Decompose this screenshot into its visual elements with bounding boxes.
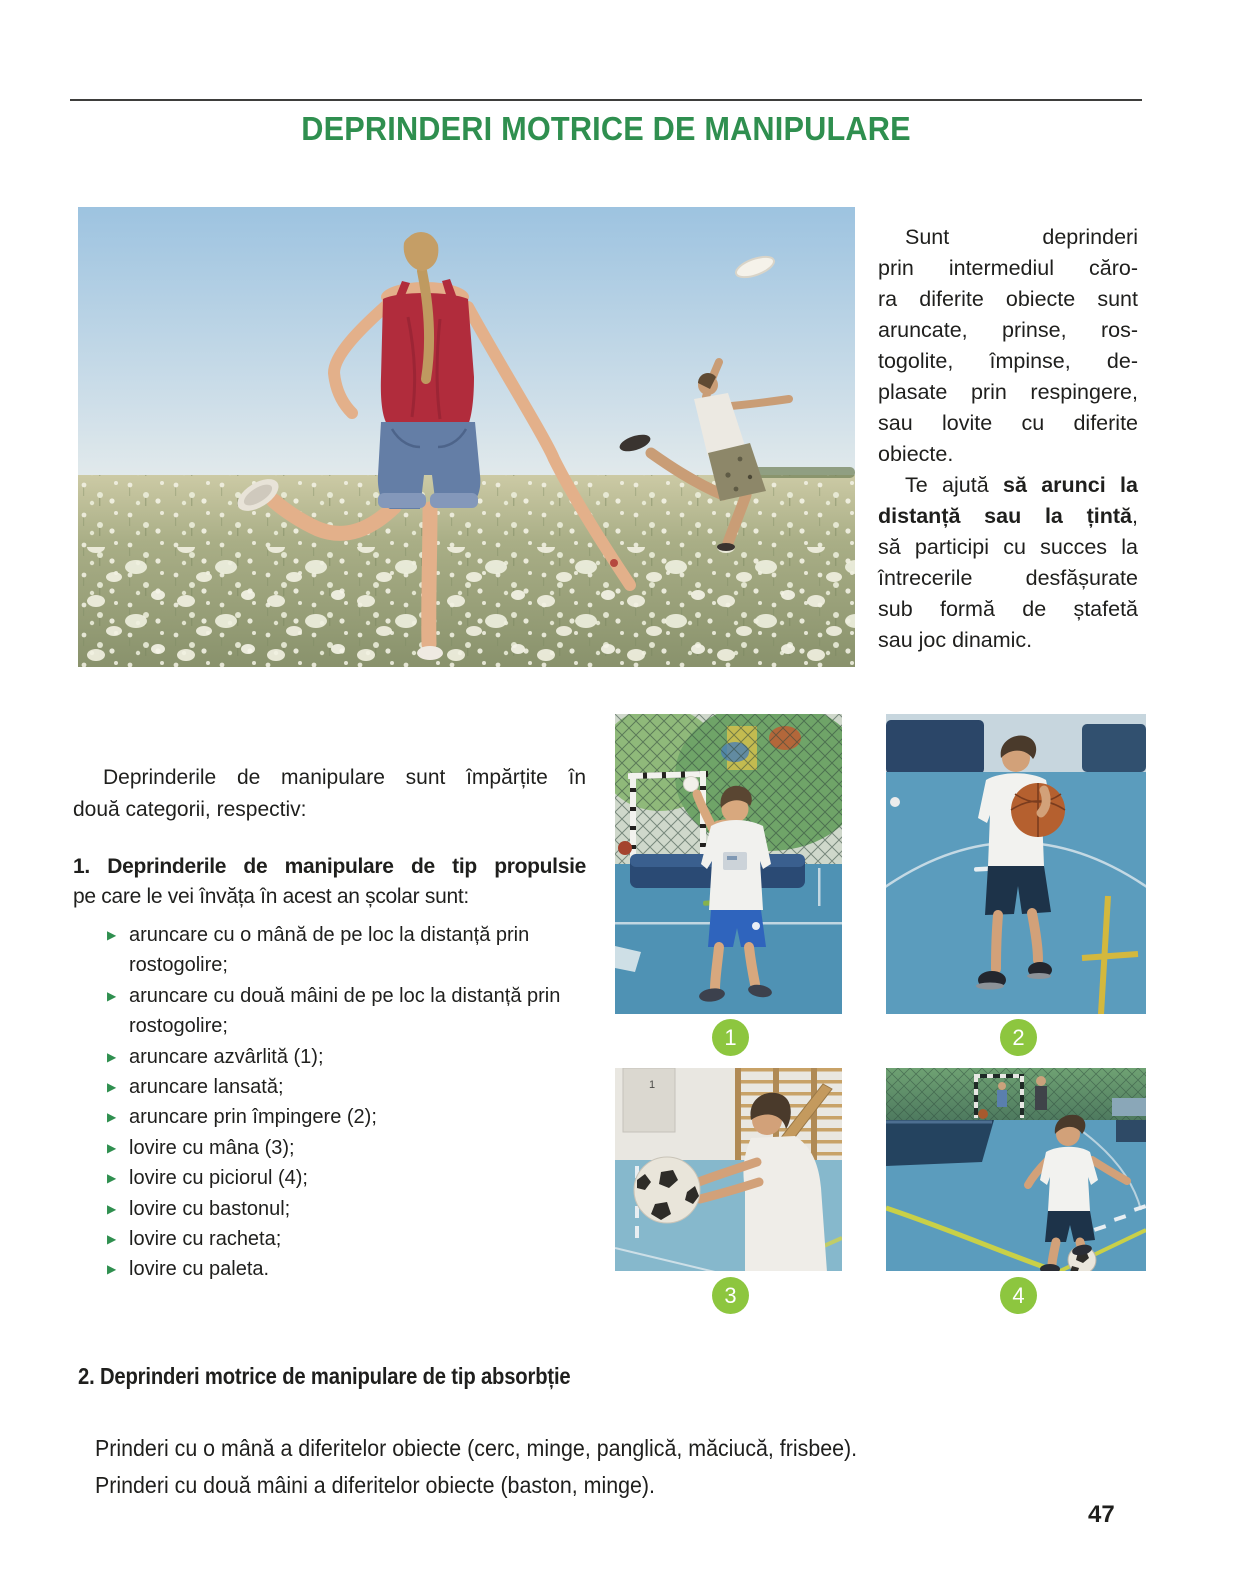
text-line: pe care le vei învăța în acest an școlar sunt: [73, 885, 469, 908]
list-item-label: aruncare lansată; [129, 1076, 284, 1099]
text-line: Te ajută să arunci la [905, 473, 1138, 497]
svg-text:1: 1 [649, 1079, 656, 1091]
list-item [107, 1133, 586, 1163]
list-item [107, 981, 586, 1042]
text-line: două categorii, respectiv: [73, 798, 307, 821]
intro-paragraph-1 [878, 222, 1138, 470]
text-line: togolite, împinse, de- [878, 349, 1138, 373]
categories-block [73, 762, 586, 1285]
list-item [107, 1194, 586, 1224]
gym-photo-basketball [886, 714, 1146, 1014]
text-line: întrecerile desfășurate [878, 566, 1138, 590]
list-item [107, 1102, 586, 1132]
text-line: obiecte. [878, 442, 954, 466]
gym-photo-foot-on-ball [886, 1068, 1146, 1271]
list-item [107, 1163, 586, 1193]
gym-photo-holding-ball [615, 1068, 842, 1271]
triangle-bullet-icon: ▶ [107, 1171, 117, 1186]
page-title: DEPRINDERI MOTRICE DE MANIPULARE [301, 110, 911, 147]
absorption-skills-lines [95, 1430, 1025, 1504]
text-line: Sunt deprinderi [905, 225, 1138, 249]
text-line: aruncate, prinse, ros- [878, 318, 1138, 342]
text-line: Prinderi cu două mâini a diferitelor obiecte (baston, minge). [95, 1472, 656, 1498]
list-item-label: lovire cu paleta. [129, 1258, 270, 1281]
list-item-label: lovire cu mâna (3); [129, 1136, 295, 1159]
triangle-bullet-icon: ▶ [107, 1201, 117, 1216]
text-line: să participi cu succes la [878, 535, 1138, 559]
text-line: Prinderi cu o mână a diferitelor obiecte (cerc, minge, panglică, măciucă, frisbee). [95, 1435, 858, 1461]
list-item-label: lovire cu piciorul (4); [129, 1167, 308, 1190]
gym-photo-throwing [615, 714, 842, 1014]
text-line: sau joc dinamic. [878, 628, 1033, 652]
triangle-bullet-icon: ▶ [107, 1049, 117, 1064]
text-line: 1. Deprinderile de manipulare de tip propulsie [73, 855, 586, 878]
propulsion-skills-list [73, 920, 586, 1285]
list-item-label: lovire cu bastonul; [129, 1197, 291, 1220]
category-1-heading [73, 852, 586, 912]
text-line: sub formă de ștafetă [878, 597, 1138, 621]
figure-1-badge: 1 [712, 1019, 749, 1056]
intro-column [878, 222, 1138, 656]
text-line: ra diferite obiecte sunt [878, 287, 1138, 311]
text-line: distanță sau la țintă, [878, 504, 1138, 528]
list-item [107, 1224, 586, 1254]
triangle-bullet-icon: ▶ [107, 928, 117, 942]
list-item [107, 920, 586, 981]
title-divider [70, 99, 1142, 101]
hero-photo [78, 207, 855, 667]
figure-2-badge: 2 [1000, 1019, 1037, 1056]
list-item-label: aruncare azvârlită (1); [129, 1045, 324, 1068]
triangle-bullet-icon: ▶ [107, 1262, 117, 1277]
list-item-label: aruncare prin împingere (2); [129, 1106, 377, 1129]
text-line: prin intermediul căro- [878, 256, 1138, 280]
list-item-label: lovire cu racheta; [129, 1228, 282, 1251]
list-item [107, 1042, 586, 1072]
intro-paragraph-2 [878, 470, 1138, 656]
page-number: 47 [1088, 1501, 1115, 1528]
figure-4-badge: 4 [1000, 1277, 1037, 1314]
triangle-bullet-icon: ▶ [107, 1110, 117, 1125]
text-line: plasate prin respingere, [878, 380, 1138, 404]
text-line: Deprinderile de manipulare sunt împărțite în [103, 766, 586, 789]
triangle-bullet-icon: ▶ [107, 1140, 117, 1155]
list-item [107, 1254, 586, 1284]
text-line: sau lovite cu diferite [878, 411, 1138, 435]
list-item-label: aruncare cu două mâini de pe loc la distanță prin rostogolire; [129, 984, 561, 1038]
category-2-heading: 2. Deprinderi motrice de manipulare de tip absorbție [78, 1363, 571, 1389]
list-item-label: aruncare cu o mână de pe loc la distanță prin rostogolire; [129, 924, 530, 977]
triangle-bullet-icon: ▶ [107, 1080, 117, 1095]
list-item [107, 1072, 586, 1102]
hero-photo-illustration [78, 207, 855, 667]
figure-3-badge: 3 [712, 1277, 749, 1314]
categories-intro [73, 762, 586, 826]
triangle-bullet-icon: ▶ [107, 988, 117, 1003]
triangle-bullet-icon: ▶ [107, 1232, 117, 1247]
